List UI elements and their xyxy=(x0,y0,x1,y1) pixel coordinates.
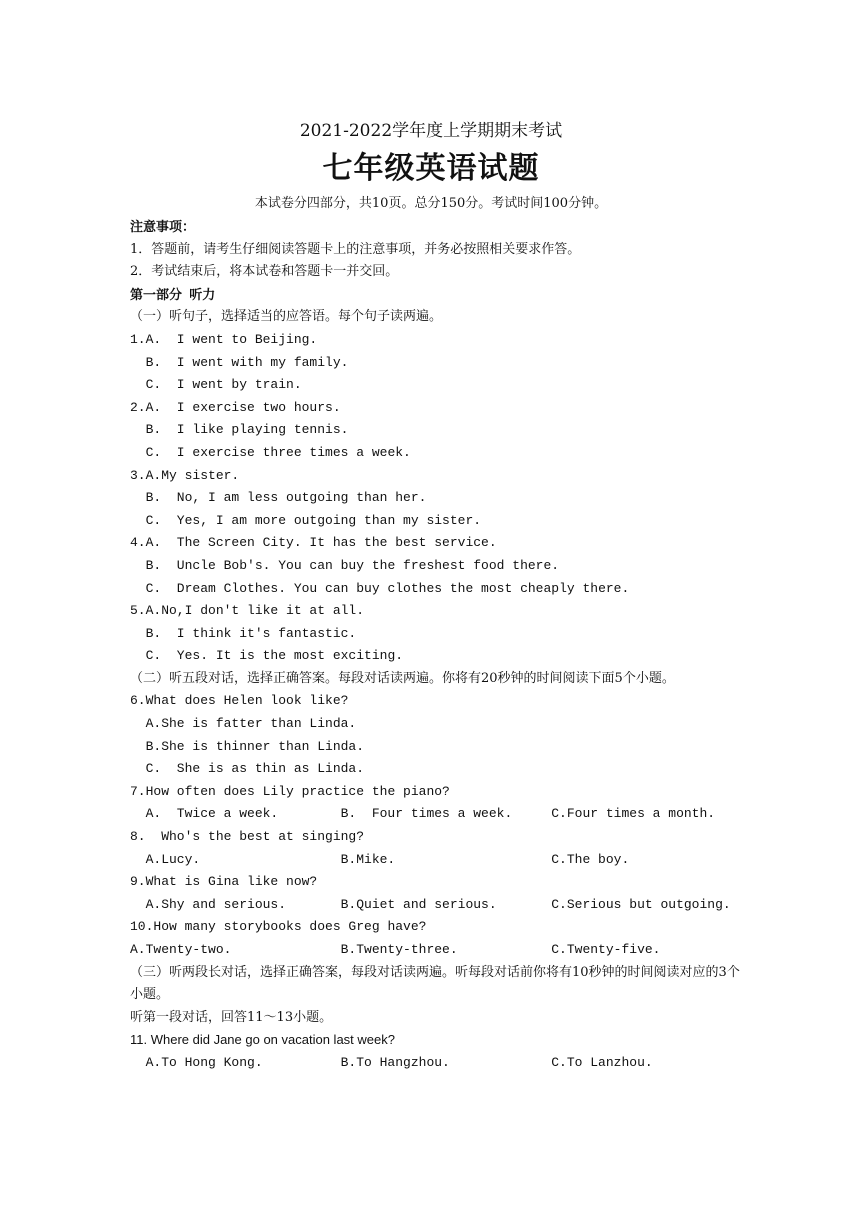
question-8 xyxy=(130,826,740,871)
section2-instruction: （二）听五段对话，选择正确答案。每段对话读两遍。你将有20秒钟的时间阅读下面5个小题。 xyxy=(130,670,675,686)
option-a: A.To Hong Kong. xyxy=(130,1054,263,1070)
question-option: 1.A. I went to Beijing. xyxy=(130,331,318,347)
option-b: B.Quiet and serious. xyxy=(340,896,497,912)
option-b: B. Four times a week. xyxy=(340,806,513,822)
option-a: A.Lucy. xyxy=(130,851,201,867)
option-a: A.Twenty-two. xyxy=(130,942,232,957)
question-5 xyxy=(130,600,740,668)
options-row xyxy=(130,939,740,962)
question-option: C. Yes, I am more outgoing than my sister. xyxy=(130,512,482,528)
option-c: C.The boy. xyxy=(551,851,630,867)
question-option: B.She is thinner than Linda. xyxy=(130,738,365,754)
question-option: B. Uncle Bob's. You can buy the freshest food there. xyxy=(130,557,560,573)
option-c: C.Four times a month. xyxy=(551,806,716,822)
question-option: C. Yes. It is the most exciting. xyxy=(130,648,404,664)
question-option: 3.A.My sister. xyxy=(130,467,240,483)
question-option: B. No, I am less outgoing than her. xyxy=(130,490,427,506)
option-a: A. Twice a week. xyxy=(130,806,279,822)
question-option: 4.A. The Screen City. It has the best service. xyxy=(130,535,497,551)
options-row xyxy=(130,894,740,917)
question-stem: 10.How many storybooks does Greg have? xyxy=(130,919,427,935)
question-1 xyxy=(130,329,740,397)
question-option: A.She is fatter than Linda. xyxy=(130,716,357,732)
options-row xyxy=(130,849,740,872)
option-b: B.Mike. xyxy=(340,851,396,867)
notes-heading: 注意事项： xyxy=(130,219,196,234)
question-9 xyxy=(130,871,740,916)
option-b: B.Twenty-three. xyxy=(340,942,458,957)
question-stem: 8. Who's the best at singing? xyxy=(130,829,365,845)
question-option: 5.A.No,I don't like it at all. xyxy=(130,603,365,619)
section1-instruction: （一）听句子，选择适当的应答语。每个句子读两遍。 xyxy=(130,309,443,325)
section3-instruction: （三）听两段长对话，选择正确答案，每段对话读两遍。听每段对话前你将有10秒钟的时间阅读对应的3个小题。 xyxy=(130,964,740,1003)
question-6 xyxy=(130,690,740,780)
section3-sub-instruction: 听第一段对话，回答11～13小题。 xyxy=(130,1009,333,1025)
option-b: B.To Hangzhou. xyxy=(340,1054,450,1070)
option-c: C.Serious but outgoing. xyxy=(551,896,731,912)
options-row xyxy=(130,1052,740,1075)
question-11 xyxy=(130,1029,740,1074)
question-stem: 7.How often does Lily practice the piano? xyxy=(130,783,450,799)
exam-year-title: 2021-2022学年度上学期期末考试 xyxy=(299,121,563,141)
option-c: C.Twenty-five. xyxy=(551,942,661,957)
question-stem: 9.What is Gina like now? xyxy=(130,874,318,890)
question-stem: 11. Where did Jane go on vacation last week? xyxy=(130,1032,395,1048)
question-option: B. I like playing tennis. xyxy=(130,422,349,438)
part1-heading: 第一部分 听力 xyxy=(130,286,216,302)
question-option: B. I think it's fantastic. xyxy=(130,625,357,641)
options-row xyxy=(130,803,740,826)
option-a: A.Shy and serious. xyxy=(130,896,287,912)
exam-subtitle: 本试卷分四部分，共10页。总分150分。考试时间100分钟。 xyxy=(254,196,608,211)
exam-main-title: 七年级英语试题 xyxy=(322,151,540,186)
note-item-1: 1．答题前，请考生仔细阅读答题卡上的注意事项，并务必按照相关要求作答。 xyxy=(130,241,581,257)
question-4 xyxy=(130,532,740,600)
page-content xyxy=(130,116,740,1075)
question-option: C. She is as thin as Linda. xyxy=(130,761,365,777)
question-option: B. I went with my family. xyxy=(130,354,349,370)
question-option: C. I exercise three times a week. xyxy=(130,444,411,460)
question-2 xyxy=(130,397,740,465)
question-10 xyxy=(130,916,740,961)
question-option: C. Dream Clothes. You can buy clothes the most cheaply there. xyxy=(130,580,630,596)
question-option: C. I went by train. xyxy=(130,377,302,393)
question-7 xyxy=(130,781,740,826)
note-item-2: 2．考试结束后，将本试卷和答题卡一并交回。 xyxy=(130,264,399,280)
question-option: 2.A. I exercise two hours. xyxy=(130,399,341,415)
question-stem: 6.What does Helen look like? xyxy=(130,693,349,709)
question-3 xyxy=(130,465,740,533)
option-c: C.To Lanzhou. xyxy=(551,1054,653,1070)
